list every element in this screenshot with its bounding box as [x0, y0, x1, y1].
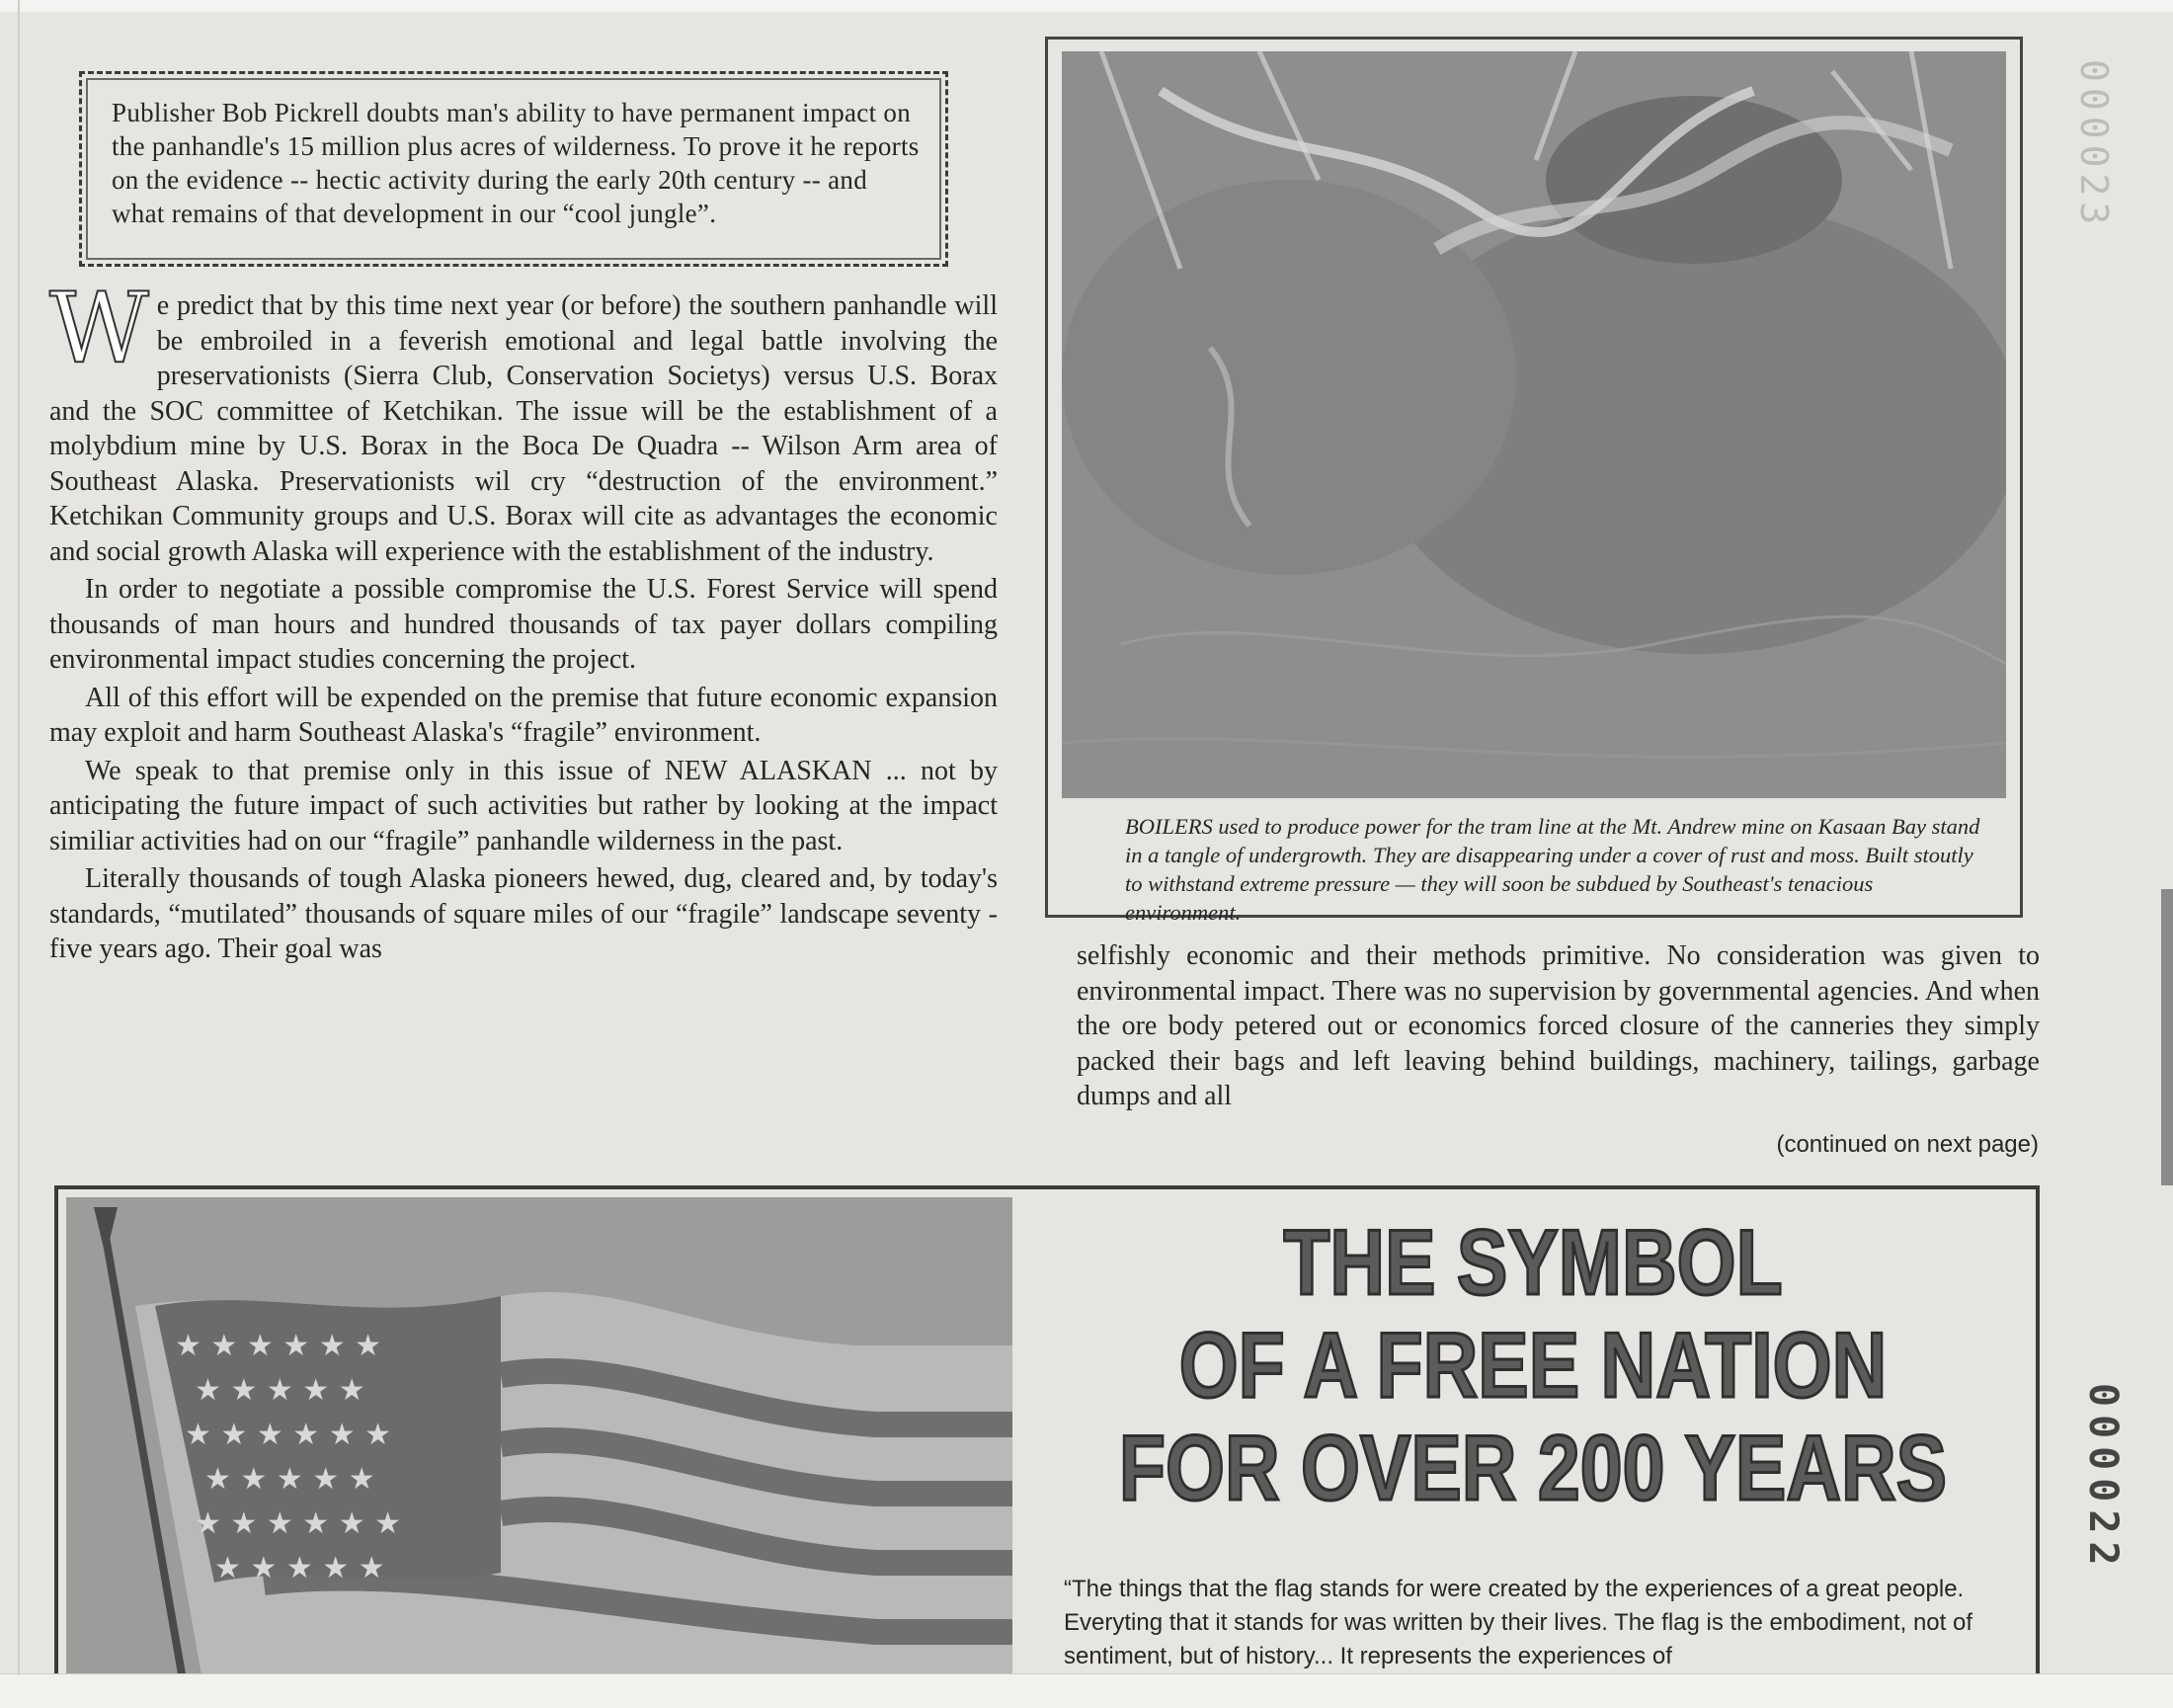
intro-text: Publisher Bob Pickrell doubts man's ability to have permanent impact on the panhandle's 15 million plus acres of wilderness. To prove it he reports on the evidence -- hectic activity during the early 20th century -- and what remains of that development in our “cool jungle”. — [112, 98, 920, 228]
ad-quote — [1064, 1573, 2022, 1673]
ad-headline — [1116, 1211, 1951, 1519]
boilers-photo-image — [1062, 51, 2006, 798]
page-edge-bottom — [0, 1673, 2173, 1708]
article-right-text: selfishly economic and their methods primitive. No consideration was given to environmental impact. There was no supervision by governmental agencies. And when the ore body petered out or economics forced closure of the canneries they simply packed their bags and left leaving behind buildings, machinery, tailings, garbage dumps and all — [1077, 940, 2040, 1111]
flag-advertisement — [54, 1185, 2040, 1689]
ad-headline-line-3: FOR OVER 200 YEARS — [1118, 1416, 1948, 1519]
article-paragraph-3: All of this effort will be expended on the premise that future economic expansion may exploit and harm Southeast Alaska's “fragile” environment. — [49, 682, 998, 748]
article-paragraph-2: In order to negotiate a possible compromise the U.S. Forest Service will spend thousands of man hours and hundred thousands of tax payer dollars compiling environmental impact studies concerning the project. — [49, 574, 998, 675]
photo-caption-text: BOILERS used to produce power for the tram line at the Mt. Andrew mine on Kasaan Bay stand in a tangle of undergrowth. They are disappearing under a cover of rust and moss. Built stoutly to withstand extreme pressure — they will soon be subdued by Southeast's tenacious environment. — [1125, 814, 1980, 925]
article-paragraph-1 — [49, 273, 998, 569]
svg-text:★ ★ ★ ★ ★: ★ ★ ★ ★ ★ — [214, 1551, 385, 1586]
svg-text:★ ★ ★ ★ ★ ★: ★ ★ ★ ★ ★ ★ — [175, 1329, 382, 1363]
photo-caption — [1062, 812, 2006, 927]
archive-stamp-bottom: 000022 — [2080, 1383, 2126, 1574]
article-paragraph-4: We speak to that premise only in this issue of NEW ALASKAN ... not by anticipating the future impact of such activities but rather by looking at the impact similiar activities had on our “fragile” panhandle wilderness in the past. — [49, 755, 998, 856]
flag-illustration — [66, 1197, 1012, 1691]
right-edge-mark — [2161, 889, 2173, 1185]
left-page-edge — [18, 0, 20, 1707]
svg-text:★ ★ ★ ★ ★: ★ ★ ★ ★ ★ — [204, 1462, 375, 1497]
article-paragraph-5: Literally thousands of tough Alaska pioneers hewed, dug, cleared and, by today's standards, “mutilated” thousands of square miles of our “fragile” landscape seventy - five years ago. Their goal was — [49, 863, 998, 964]
article-paragraph-1-text: e predict that by this time next year (or before) the southern panhandle will be embroiled in a feverish emotional and legal battle involving the preservationists (Sierra Club, Conservation Societys) versus U.S. Borax and the SOC committee of Ketchikan. The issue will be the establishment of a molybdium mine by U.S. Borax in the Boca De Quadra -- Wilson Arm area of Southeast Alaska. Preservationists wil cry “destruction of the environment.” Ketchikan Community groups and U.S. Borax will cite as advantages the economic and social growth Alaska will experience with the establishment of the industry. — [49, 290, 998, 567]
svg-text:★ ★ ★ ★ ★: ★ ★ ★ ★ ★ — [195, 1373, 365, 1408]
boilers-photo — [1062, 51, 2006, 798]
page-edge-top — [0, 0, 2173, 12]
archive-stamp-top: 000023 — [2072, 59, 2116, 231]
continued-note: (continued on next page) — [1776, 1131, 2039, 1158]
article-right-column — [1077, 938, 2040, 1114]
intro-box — [79, 71, 948, 267]
american-flag-icon — [66, 1197, 1012, 1691]
svg-text:★ ★ ★ ★ ★ ★: ★ ★ ★ ★ ★ ★ — [185, 1418, 392, 1452]
ad-headline-line-1: THE SYMBOL — [1283, 1210, 1783, 1314]
svg-text:★ ★ ★ ★ ★ ★: ★ ★ ★ ★ ★ ★ — [195, 1506, 402, 1541]
ad-quote-text: “The things that the flag stands for were created by the experiences of a great people. Everyting that it stands for was written by their lives. The flag is the embodiment, not of sentiment, but of history... It represents the experiences of — [1064, 1576, 1972, 1669]
drop-cap: W — [49, 273, 149, 385]
ad-headline-line-2: OF A FREE NATION — [1178, 1313, 1888, 1417]
article-left-column — [49, 273, 998, 967]
photo-frame — [1045, 37, 2023, 925]
